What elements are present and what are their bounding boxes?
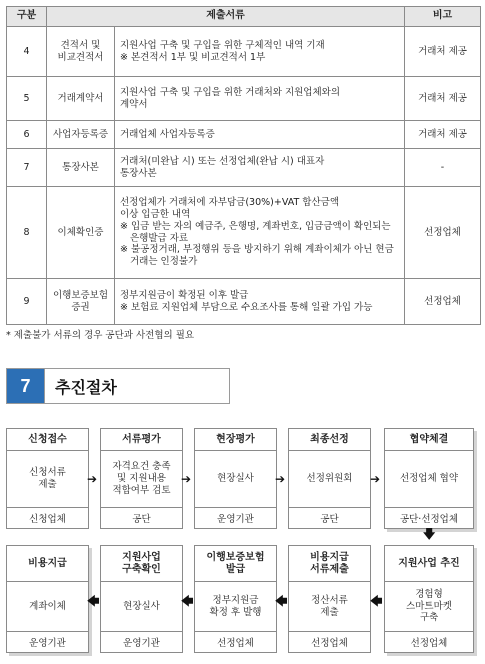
flow-step-payment-documents <box>288 545 371 653</box>
section-title: 추진절차 <box>44 369 229 403</box>
description-note: ※ 불공정거래, 부정행위 등을 방지하기 위해 계좌이체가 아닌 현금거래는 인정불가 <box>120 244 394 268</box>
description-line: 지원사업 구축 및 구입을 위한 구체적인 내역 기재 <box>120 39 325 51</box>
row-number: 6 <box>7 121 47 149</box>
flow-step-guarantee-insurance <box>194 545 277 653</box>
row-remark: 거래처 제공 <box>405 121 481 149</box>
row-document-name: 견적서 및 비교견적서 <box>47 27 115 77</box>
description-line: 이상 입금한 내역 <box>120 208 191 220</box>
row-document-name: 이행보증보험 증권 <box>47 279 115 325</box>
flow-step-owner: 운영기관 <box>217 514 254 525</box>
flow-step-owner: 공단 <box>320 514 339 525</box>
table-row <box>7 279 481 325</box>
flow-step-title: 지원사업 구축확인 <box>101 546 182 582</box>
flow-step-owner: 운영기관 <box>123 638 160 649</box>
flow-step-owner: 선정업체 <box>217 638 254 649</box>
description-line: 계약서 <box>120 98 148 110</box>
flow-step-project-execution <box>384 545 474 653</box>
row-document-name: 거래계약서 <box>47 77 115 121</box>
flow-step-application <box>6 428 89 529</box>
description-line: 정부지원금이 확정된 이후 발급 <box>120 289 249 301</box>
description-note: ※ 보험료 지원업체 부담으로 수요조사를 통해 일괄 가입 가능 <box>120 301 373 313</box>
description-line: 거래업체 사업자등록증 <box>120 128 215 140</box>
row-number: 5 <box>7 77 47 121</box>
flow-step-detail: 선정위원회 <box>289 451 370 508</box>
flow-step-owner: 선정업체 <box>311 638 348 649</box>
row-number: 4 <box>7 27 47 77</box>
flow-step-title: 지원사업 추진 <box>385 546 473 582</box>
row-number: 8 <box>7 187 47 279</box>
row-number: 9 <box>7 279 47 325</box>
row-description <box>115 279 405 325</box>
flow-step-payment <box>6 545 89 653</box>
flow-step-detail: 현장실사 <box>101 582 182 632</box>
table-row <box>7 149 481 187</box>
arrow-left-icon: 🡄 <box>87 594 100 608</box>
arrow-left-icon: 🡄 <box>275 594 288 608</box>
table-row <box>7 77 481 121</box>
flow-step-owner: 공단·선정업체 <box>399 514 459 525</box>
flow-step-detail: 현장실사 <box>195 451 276 508</box>
header-category: 구분 <box>7 7 47 27</box>
table-row <box>7 121 481 149</box>
row-remark: 선정업체 <box>405 187 481 279</box>
arrow-left-icon: 🡄 <box>181 594 194 608</box>
footnote: * 제출불가 서류의 경우 공단과 사전협의 필요 <box>6 330 195 341</box>
section-header <box>6 368 230 404</box>
description-line: 거래처(미완납 시) 또는 선정업체(완납 시) 대표자 <box>120 155 325 167</box>
row-remark: 거래처 제공 <box>405 27 481 77</box>
flow-step-owner: 신청업체 <box>29 514 66 525</box>
flow-step-owner: 운영기관 <box>29 638 66 649</box>
row-description <box>115 149 405 187</box>
flow-step-title: 신청접수 <box>7 429 88 451</box>
row-description <box>115 121 405 149</box>
flow-step-site-review <box>194 428 277 529</box>
description-note: ※ 입금 받는 자의 예금주, 은행명, 계좌번호, 입금금액이 확인되는 은행발급 자료 <box>120 220 391 244</box>
description-note: ※ 본견적서 1부 및 비교견적서 1부 <box>120 51 266 63</box>
arrow-right-icon: ➔ <box>275 472 286 486</box>
flow-step-detail: 계좌이체 <box>7 582 88 632</box>
description-line: 지원사업 구축 및 구입을 위한 거래처와 지원업체와의 <box>120 86 341 98</box>
row-description <box>115 27 405 77</box>
document-table <box>6 6 481 325</box>
flow-step-title: 현장평가 <box>195 429 276 451</box>
arrow-right-icon: ➔ <box>370 472 381 486</box>
arrow-left-icon: 🡄 <box>370 594 383 608</box>
flow-step-final-selection <box>288 428 371 529</box>
flow-step-owner: 공단 <box>132 514 151 525</box>
flow-step-detail: 정산서류 제출 <box>289 582 370 632</box>
flow-step-title: 이행보증보험 발급 <box>195 546 276 582</box>
flow-step-document-review <box>100 428 183 529</box>
flow-step-title: 협약체결 <box>385 429 473 451</box>
table-row <box>7 27 481 77</box>
table-row <box>7 187 481 279</box>
flow-step-agreement <box>384 428 474 529</box>
flow-step-detail: 정부지원금 확정 후 발행 <box>195 582 276 632</box>
description-line: 선정업체가 거래처에 자부담금(30%)+VAT 합산금액 <box>120 196 340 208</box>
flow-step-build-check <box>100 545 183 653</box>
row-document-name: 통장사본 <box>47 149 115 187</box>
flow-step-detail: 자격요건 충족 및 지원내용 적합여부 검토 <box>101 451 182 508</box>
flow-step-title: 비용지급 서류제출 <box>289 546 370 582</box>
row-number: 7 <box>7 149 47 187</box>
section-number: 7 <box>7 369 44 403</box>
row-description <box>115 77 405 121</box>
flow-step-detail: 경험형 스마트마켓 구축 <box>385 582 473 632</box>
header-remarks: 비고 <box>405 7 481 27</box>
flow-step-owner: 선정업체 <box>410 638 448 649</box>
flow-step-title: 비용지급 <box>7 546 88 582</box>
arrow-right-icon: ➔ <box>87 472 98 486</box>
arrow-down-icon: 🡇 <box>423 527 436 541</box>
arrow-right-icon: ➔ <box>181 472 192 486</box>
header-documents: 제출서류 <box>47 7 405 27</box>
row-remark: 선정업체 <box>405 279 481 325</box>
description-line: 통장사본 <box>120 167 157 179</box>
row-document-name: 사업자등록증 <box>47 121 115 149</box>
flow-step-detail: 신청서류 제출 <box>7 451 88 508</box>
flow-step-title: 서류평가 <box>101 429 182 451</box>
flow-step-detail: 선정업체 협약 <box>385 451 473 508</box>
row-remark: 거래처 제공 <box>405 77 481 121</box>
flow-step-title: 최종선정 <box>289 429 370 451</box>
row-remark: - <box>405 149 481 187</box>
table-header-row <box>7 7 481 27</box>
row-description <box>115 187 405 279</box>
row-document-name: 이체확인증 <box>47 187 115 279</box>
